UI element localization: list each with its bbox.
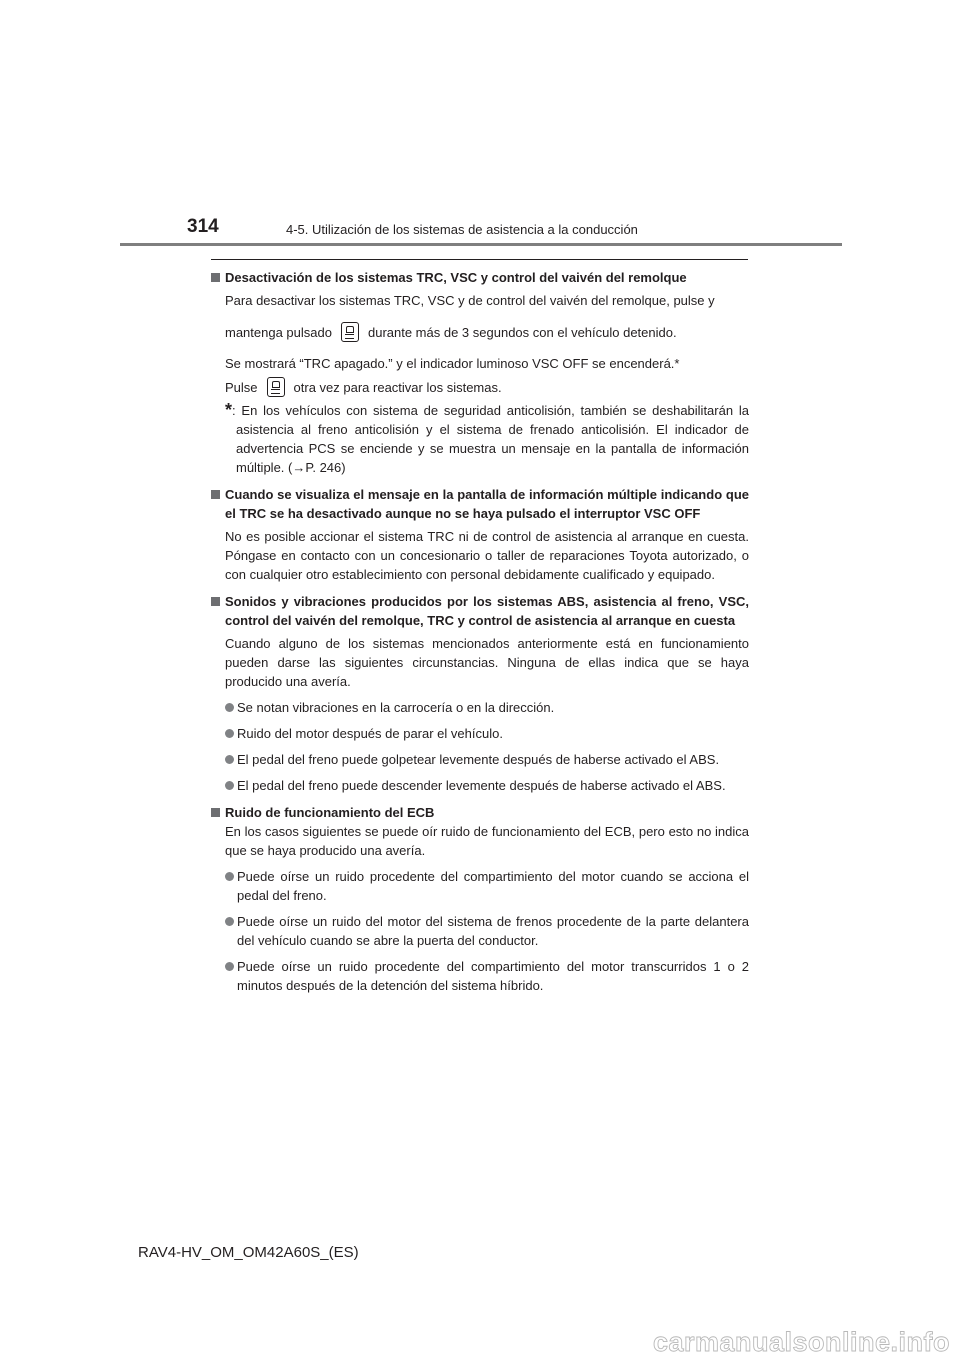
bullet-dot-icon: [225, 755, 234, 764]
paragraph: Para desactivar los sistemas TRC, VSC y de control del vaivén del remolque, pulse y: [225, 293, 715, 308]
watermark: [0, 1326, 960, 1358]
page-content: [211, 268, 749, 995]
footnote: *: En los vehículos con sistema de seguridad anticolisión, también se deshabilitarán la asistencia al freno anticolisión y el sistema de frenado anticolisión. El indicador de advertencia PCS se enciende y se muestra un mensaje en la pantalla de información múltiple. (→P. 246): [225, 400, 749, 475]
bullet-dot-icon: [225, 962, 234, 971]
section-trc-vsc-off: [211, 268, 749, 477]
square-marker-icon: [211, 597, 220, 606]
list-item: El pedal del freno puede golpetear levemente después de haberse activado el ABS.: [225, 750, 749, 769]
list-item: Se notan vibraciones en la carrocería o en la dirección.: [225, 698, 749, 717]
square-marker-icon: [211, 808, 220, 817]
bullet-dot-icon: [225, 703, 234, 712]
paragraph: mantenga pulsado durante más de 3 segundos con el vehículo detenido.: [225, 322, 749, 342]
paragraph: Se mostrará “TRC apagado.” y el indicador luminoso VSC OFF se encenderá.*: [225, 356, 680, 371]
footnote-mark: *: [225, 400, 233, 420]
section-ecb-noise: [211, 803, 749, 995]
list-item: Ruido del motor después de parar el vehículo.: [225, 724, 749, 743]
paragraph: No es posible accionar el sistema TRC ni de control de asistencia al arranque en cuesta. Póngase en contacto con un concesionario o taller de reparaciones Toyota autorizado, o con cualquier otro establecimiento con personal debidamente cualificado y equipado.: [225, 529, 749, 582]
page-number: 314: [187, 216, 219, 237]
list-item: El pedal del freno puede descender levemente después de haberse activado el ABS.: [225, 776, 749, 795]
section-title: Cuando se visualiza el mensaje en la pantalla de información múltiple indicando que el TRC se ha desactivado aunque no se haya pulsado el interruptor VSC OFF: [211, 485, 749, 523]
list-item: Puede oírse un ruido del motor del sistema de frenos procedente de la parte delantera del vehículo cuando se abre la puerta del conductor.: [225, 912, 749, 950]
square-marker-icon: [211, 490, 220, 499]
watermark-text: carmanualsonline.info: [652, 1327, 950, 1357]
vsc-off-switch-icon: [341, 322, 359, 342]
vsc-off-switch-icon: [267, 377, 285, 397]
footer-document-code: RAV4-HV_OM_OM42A60S_(ES): [138, 1244, 359, 1261]
paragraph: Pulse otra vez para reactivar los sistemas.: [225, 377, 749, 397]
section-title: Sonidos y vibraciones producidos por los sistemas ABS, asistencia al freno, VSC, control del vaivén del remolque, TRC y control de asistencia al arranque en cuesta: [211, 592, 749, 630]
section-rule: [211, 259, 748, 260]
bullet-dot-icon: [225, 781, 234, 790]
bullet-dot-icon: [225, 729, 234, 738]
list-item: Puede oírse un ruido procedente del compartimiento del motor cuando se acciona el pedal del freno.: [225, 867, 749, 905]
bullet-dot-icon: [225, 917, 234, 926]
bullet-dot-icon: [225, 872, 234, 881]
square-marker-icon: [211, 273, 220, 282]
paragraph: En los casos siguientes se puede oír ruido de funcionamiento del ECB, pero esto no indica que se haya producido una avería.: [225, 824, 749, 858]
section-trc-off-message: [211, 485, 749, 584]
section-title: Desactivación de los sistemas TRC, VSC y control del vaivén del remolque: [211, 268, 749, 287]
section-title: Ruido de funcionamiento del ECB: [211, 803, 749, 822]
header-section-title: 4-5. Utilización de los sistemas de asistencia a la conducción: [286, 222, 638, 237]
paragraph: Cuando alguno de los sistemas mencionados anteriormente está en funcionamiento pueden darse las siguientes circunstancias. Ninguna de ellas indica que se haya producido una avería.: [225, 636, 749, 689]
section-sounds-vibrations: [211, 592, 749, 795]
list-item: Puede oírse un ruido procedente del compartimiento del motor transcurridos 1 o 2 minutos después de la detención del sistema híbrido.: [225, 957, 749, 995]
header-rule: [120, 243, 842, 246]
